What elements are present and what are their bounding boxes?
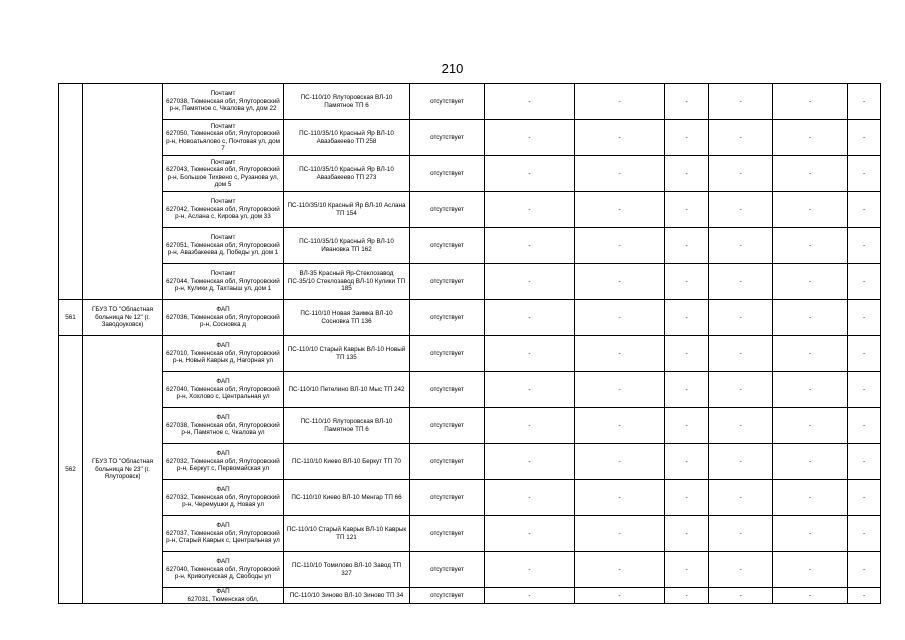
value-cell: - (665, 480, 709, 516)
value-cell: - (485, 408, 575, 444)
value-cell: - (575, 84, 665, 120)
organization-name (83, 84, 163, 300)
power-source: ПС-110/10 Томилово ВЛ-10 Завод ТП 327 (284, 552, 410, 588)
facility-address: ФАП 627036, Тюменская обл, Ялуторовский р-н, Сосновка д (163, 300, 284, 336)
value-cell: - (773, 408, 848, 444)
facility-address: ФАП 627031, Тюменская обл, (163, 588, 284, 604)
power-source: ПС-110/35/10 Красный Яр ВЛ-10 Авазбакеево ТП 258 (284, 120, 410, 156)
value-cell: - (665, 408, 709, 444)
value-cell: - (848, 372, 881, 408)
value-cell: - (665, 120, 709, 156)
value-cell: - (575, 228, 665, 264)
facility-address: ФАП 627040, Тюменская обл, Ялуторовский р-н, Хохлово с, Центральная ул (163, 372, 284, 408)
value-cell: - (575, 516, 665, 552)
facility-address: Почтамт 627038, Тюменская обл, Ялуторовский р-н, Памятное с, Чкалова ул, дом 22 (163, 84, 284, 120)
value-cell: - (709, 552, 773, 588)
value-cell: - (485, 444, 575, 480)
organization-name: ГБУЗ ТО "Областная больница № 23" (г. Ялуторовск) (83, 336, 163, 604)
value-cell: - (848, 588, 881, 604)
value-cell: - (848, 408, 881, 444)
row-number: 562 (59, 336, 83, 604)
value-cell: - (485, 156, 575, 192)
status-cell: отсутствует (410, 84, 485, 120)
value-cell: - (773, 372, 848, 408)
value-cell: - (485, 300, 575, 336)
status-cell: отсутствует (410, 552, 485, 588)
status-cell: отсутствует (410, 336, 485, 372)
value-cell: - (485, 552, 575, 588)
value-cell: - (485, 372, 575, 408)
value-cell: - (665, 156, 709, 192)
status-cell: отсутствует (410, 156, 485, 192)
value-cell: - (575, 120, 665, 156)
value-cell: - (848, 336, 881, 372)
value-cell: - (773, 300, 848, 336)
table-row (59, 372, 881, 408)
table-row (59, 552, 881, 588)
value-cell: - (575, 336, 665, 372)
value-cell: - (709, 264, 773, 300)
value-cell: - (709, 516, 773, 552)
value-cell: - (665, 228, 709, 264)
value-cell: - (848, 516, 881, 552)
value-cell: - (665, 264, 709, 300)
status-cell: отсутствует (410, 228, 485, 264)
status-cell: отсутствует (410, 300, 485, 336)
table-row (59, 228, 881, 264)
power-source: ПС-110/35/10 Красный Яр ВЛ-10 Ивановка ТП 162 (284, 228, 410, 264)
value-cell: - (848, 264, 881, 300)
value-cell: - (665, 300, 709, 336)
power-source: ВЛ-35 Красный Яр-Стеклозавод ПС-35/10 Стеклозавод ВЛ-10 Кулики ТП 185 (284, 264, 410, 300)
value-cell: - (848, 84, 881, 120)
table-row (59, 192, 881, 228)
facility-address: Почтамт 627042, Тюменская обл, Ялуторовский р-н, Асланa с, Кирова ул, дом 33 (163, 192, 284, 228)
value-cell: - (575, 372, 665, 408)
value-cell: - (709, 444, 773, 480)
status-cell: отсутствует (410, 372, 485, 408)
value-cell: - (773, 336, 848, 372)
power-source: ПС-110/10 Старый Каврык ВЛ-10 Новый ТП 135 (284, 336, 410, 372)
value-cell: - (665, 84, 709, 120)
value-cell: - (575, 444, 665, 480)
value-cell: - (665, 444, 709, 480)
value-cell: - (575, 588, 665, 604)
status-cell: отсутствует (410, 588, 485, 604)
value-cell: - (773, 552, 848, 588)
value-cell: - (773, 84, 848, 120)
value-cell: - (848, 120, 881, 156)
power-source: ПС-110/10 Киево ВЛ-10 Беркут ТП 70 (284, 444, 410, 480)
value-cell: - (485, 192, 575, 228)
value-cell: - (485, 588, 575, 604)
facility-address: ФАП 627038, Тюменская обл, Ялуторовский р-н, Памятное с, Чкалова ул (163, 408, 284, 444)
value-cell: - (665, 516, 709, 552)
value-cell: - (773, 444, 848, 480)
power-source: ПС-110/10 Старый Каврык ВЛ-10 Каврык ТП 121 (284, 516, 410, 552)
value-cell: - (709, 192, 773, 228)
value-cell: - (773, 156, 848, 192)
value-cell: - (575, 408, 665, 444)
value-cell: - (665, 372, 709, 408)
power-source: ПС-110/10 Зиново ВЛ-10 Зиново ТП 34 (284, 588, 410, 604)
value-cell: - (709, 372, 773, 408)
value-cell: - (575, 300, 665, 336)
status-cell: отсутствует (410, 192, 485, 228)
power-source: ПС-110/10 Новая Заимка ВЛ-10 Сосновка ТП 136 (284, 300, 410, 336)
value-cell: - (485, 120, 575, 156)
value-cell: - (575, 552, 665, 588)
table-row (59, 408, 881, 444)
value-cell: - (773, 516, 848, 552)
value-cell: - (709, 408, 773, 444)
value-cell: - (848, 228, 881, 264)
value-cell: - (773, 264, 848, 300)
value-cell: - (709, 588, 773, 604)
value-cell: - (848, 444, 881, 480)
value-cell: - (773, 120, 848, 156)
value-cell: - (709, 336, 773, 372)
value-cell: - (575, 264, 665, 300)
value-cell: - (575, 480, 665, 516)
value-cell: - (575, 156, 665, 192)
value-cell: - (485, 264, 575, 300)
status-cell: отсутствует (410, 444, 485, 480)
table-row (59, 516, 881, 552)
table-row (59, 444, 881, 480)
facility-address: ФАП 627037, Тюменская обл, Ялуторовский р-н, Старый Каврык с, Центральная ул (163, 516, 284, 552)
value-cell: - (665, 552, 709, 588)
facility-address: Почтамт 627044, Тюменская обл, Ялуторовский р-н, Кулики д, Тахтаыш ул, дом 1 (163, 264, 284, 300)
power-source: ПС-110/35/10 Красный Яр ВЛ-10 Авазбакеево ТП 273 (284, 156, 410, 192)
facility-address: Почтамт 627051, Тюменская обл, Ялуторовский р-н, Авазбакеева д, Победы ул, дом 1 (163, 228, 284, 264)
value-cell: - (773, 480, 848, 516)
value-cell: - (709, 228, 773, 264)
page-number: 210 (441, 61, 464, 76)
value-cell: - (709, 84, 773, 120)
power-source: ПС-110/10 Киево ВЛ-10 Менгар ТП 66 (284, 480, 410, 516)
table-row (59, 480, 881, 516)
value-cell: - (485, 84, 575, 120)
status-cell: отсутствует (410, 264, 485, 300)
value-cell: - (665, 588, 709, 604)
value-cell: - (848, 552, 881, 588)
table-row (59, 156, 881, 192)
table-row (59, 84, 881, 120)
value-cell: - (848, 300, 881, 336)
value-cell: - (485, 516, 575, 552)
value-cell: - (709, 300, 773, 336)
value-cell: - (773, 588, 848, 604)
row-number (59, 84, 83, 300)
value-cell: - (773, 192, 848, 228)
table-row (59, 264, 881, 300)
power-source: ПС-110/10 Ялуторовская ВЛ-10 Памятное ТП 6 (284, 408, 410, 444)
value-cell: - (773, 228, 848, 264)
facility-address: Почтамт 627050, Тюменская обл, Ялуторовский р-н, Новоатьялово с, Почтовая ул, дом 7 (163, 120, 284, 156)
value-cell: - (485, 228, 575, 264)
power-source: ПС-110/10 Петелино ВЛ-10 Мыс ТП 242 (284, 372, 410, 408)
row-number: 561 (59, 300, 83, 336)
value-cell: - (709, 120, 773, 156)
facility-address: ФАП 627032, Тюменская обл, Ялуторовский р-н, Черемушки д, Новая ул (163, 480, 284, 516)
status-cell: отсутствует (410, 408, 485, 444)
table-row (59, 336, 881, 372)
table-row (59, 120, 881, 156)
value-cell: - (665, 336, 709, 372)
value-cell: - (485, 336, 575, 372)
facility-address: ФАП 627010, Тюменская обл, Ялуторовский р-н, Новый Каврык д, Нагорная ул (163, 336, 284, 372)
value-cell: - (709, 480, 773, 516)
value-cell: - (575, 192, 665, 228)
power-source: ПС-110/10 Ялуторовская ВЛ-10 Памятное ТП 6 (284, 84, 410, 120)
table-row (59, 588, 881, 604)
power-source: ПС-110/35/10 Красный Яр ВЛ-10 Асланa ТП 154 (284, 192, 410, 228)
facility-address: Почтамт 627043, Тюменская обл, Ялуторовский р-н, Большое Тихвено с, Рузанова ул, дом 5 (163, 156, 284, 192)
value-cell: - (848, 480, 881, 516)
organization-name: ГБУЗ ТО "Областная больница № 12" (г. Заводоуковск) (83, 300, 163, 336)
value-cell: - (848, 156, 881, 192)
value-cell: - (709, 156, 773, 192)
value-cell: - (848, 192, 881, 228)
facility-address: ФАП 627032, Тюменская обл, Ялуторовский р-н, Беркут с, Первомайская ул (163, 444, 284, 480)
status-cell: отсутствует (410, 516, 485, 552)
status-cell: отсутствует (410, 480, 485, 516)
status-cell: отсутствует (410, 120, 485, 156)
facility-address: ФАП 627040, Тюменская обл, Ялуторовский р-н, Криволукская д, Свободы ул (163, 552, 284, 588)
facilities-table (58, 83, 881, 604)
value-cell: - (665, 192, 709, 228)
value-cell: - (485, 480, 575, 516)
table-row (59, 300, 881, 336)
